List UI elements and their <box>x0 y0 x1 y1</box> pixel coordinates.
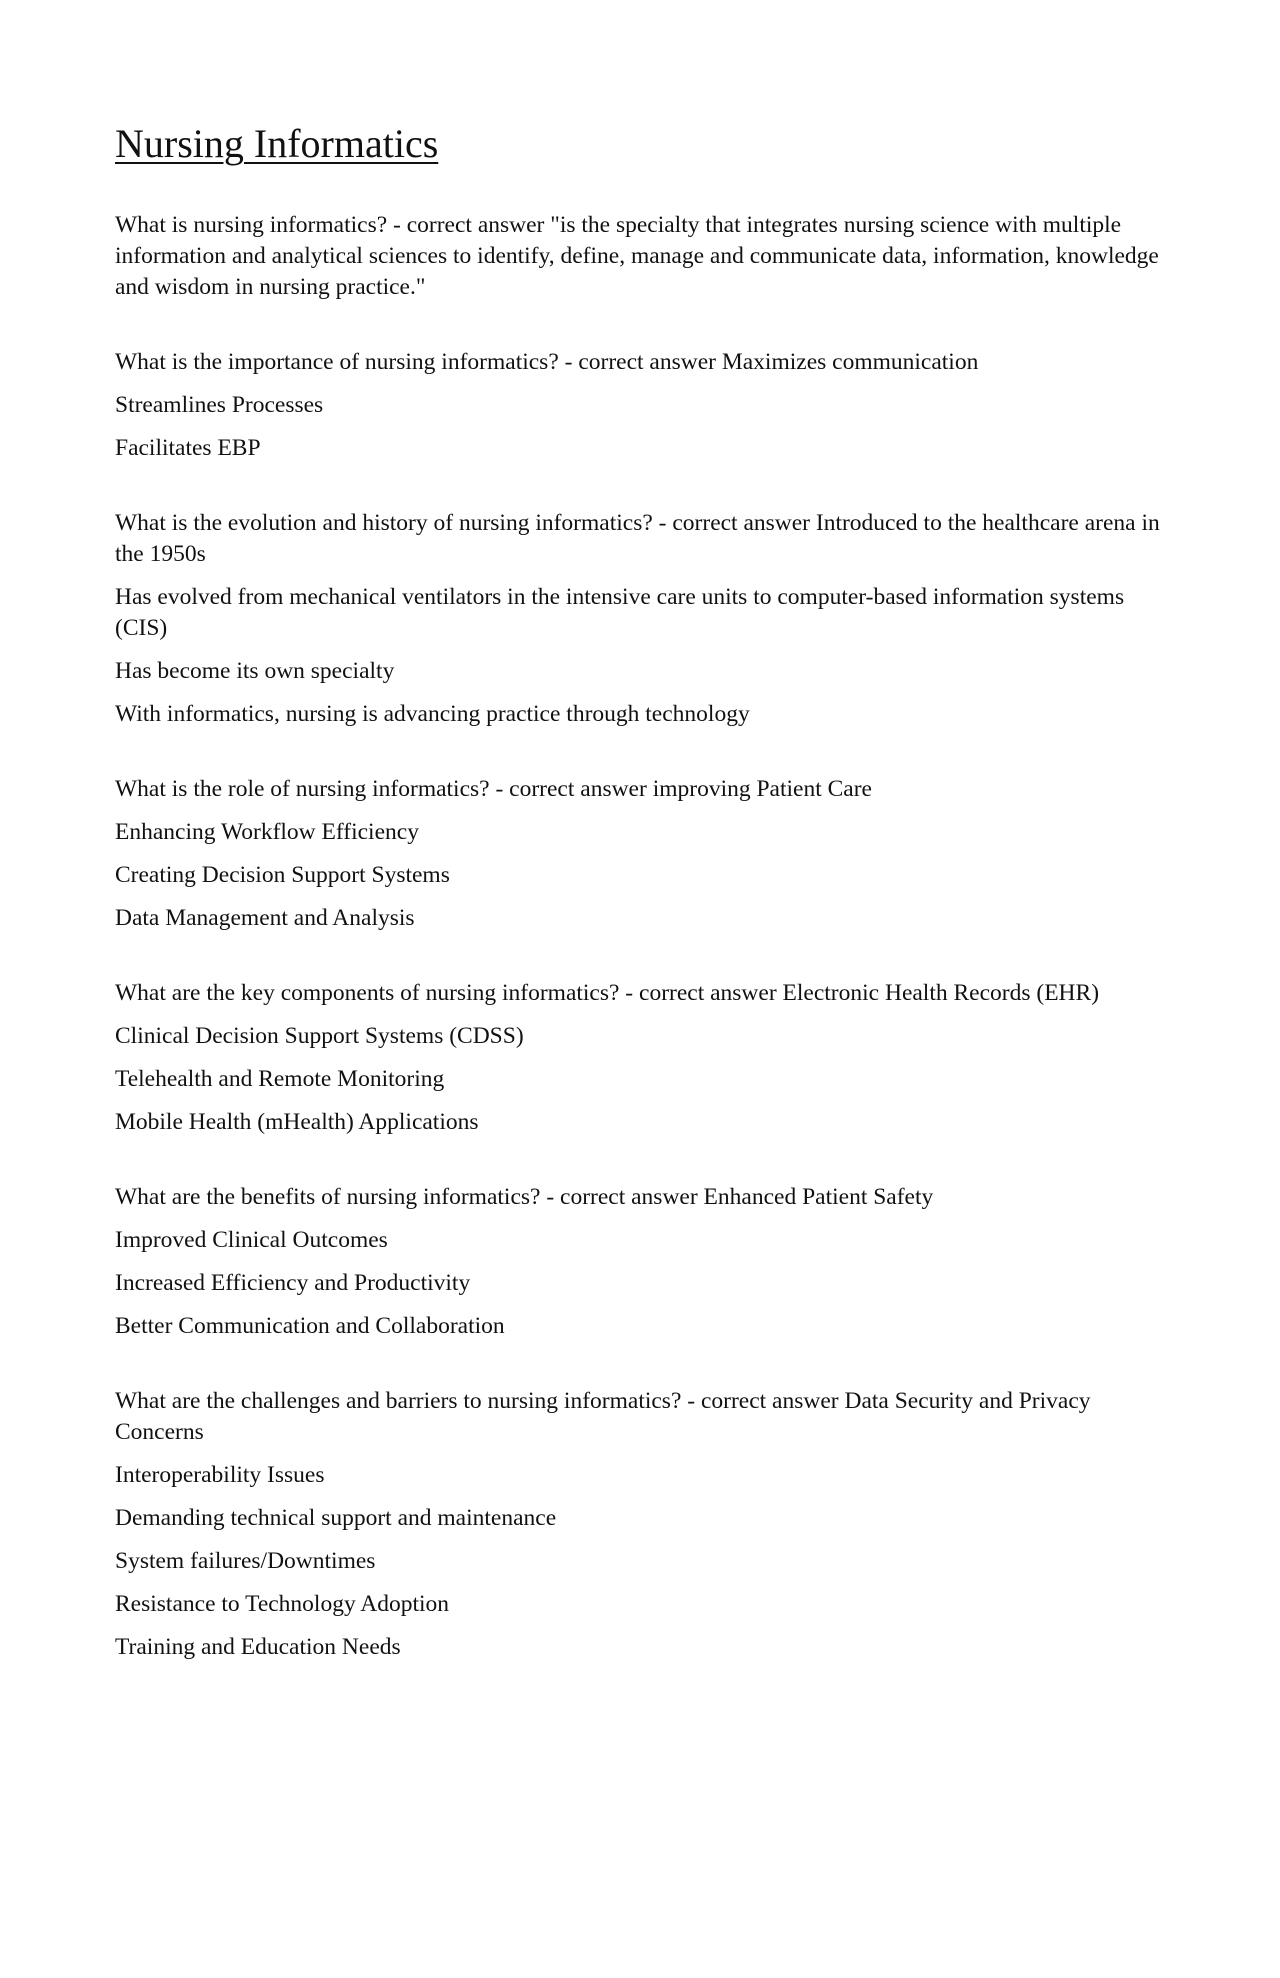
qa-block <box>115 978 1165 1138</box>
qa-answer-line: System failures/Downtimes <box>115 1548 376 1574</box>
qa-answer-line: Increased Efficiency and Productivity <box>115 1270 471 1296</box>
qa-answer-line: Has become its own specialty <box>115 658 395 684</box>
qa-answer-line: Streamlines Processes <box>115 392 324 418</box>
qa-answer-line: Enhancing Workflow Efficiency <box>115 819 419 845</box>
qa-answer-line: Has evolved from mechanical ventilators in the intensive care units to computer-based information systems (CIS) <box>115 584 1125 641</box>
qa-answer-line: Clinical Decision Support Systems (CDSS) <box>115 1023 524 1049</box>
qa-answer-line: With informatics, nursing is advancing practice through technology <box>115 701 750 727</box>
qa-list <box>115 210 1165 1663</box>
qa-question-line: What are the key components of nursing informatics? - correct answer Electronic Health Records (EHR) <box>115 980 1100 1006</box>
qa-block <box>115 1182 1165 1342</box>
qa-answer-line: Creating Decision Support Systems <box>115 862 450 888</box>
qa-question-line: What is the importance of nursing informatics? - correct answer Maximizes communication <box>115 349 979 375</box>
qa-question-line: What are the challenges and barriers to nursing informatics? - correct answer Data Security and Privacy Concerns <box>115 1388 1091 1445</box>
qa-answer-line: Facilitates EBP <box>115 435 261 461</box>
qa-question-line: What are the benefits of nursing informatics? - correct answer Enhanced Patient Safety <box>115 1184 934 1210</box>
qa-block <box>115 774 1165 934</box>
qa-answer-line: Better Communication and Collaboration <box>115 1313 505 1339</box>
qa-question-line: What is nursing informatics? - correct answer "is the specialty that integrates nursing science with multiple information and analytical sciences to identify, define, manage and communicate data, information, knowledge and wisdom in nursing practice." <box>115 212 1159 300</box>
qa-block <box>115 210 1165 303</box>
qa-block <box>115 347 1165 464</box>
qa-answer-line: Mobile Health (mHealth) Applications <box>115 1109 479 1135</box>
qa-question-line: What is the evolution and history of nursing informatics? - correct answer Introduced to the healthcare arena in the 1950s <box>115 510 1160 567</box>
page-title: Nursing Informatics <box>115 121 439 166</box>
qa-answer-line: Telehealth and Remote Monitoring <box>115 1066 445 1092</box>
qa-answer-line: Improved Clinical Outcomes <box>115 1227 388 1253</box>
document-page <box>115 120 1165 1707</box>
qa-answer-line: Demanding technical support and maintenance <box>115 1505 557 1531</box>
qa-answer-line: Data Management and Analysis <box>115 905 415 931</box>
qa-question-line: What is the role of nursing informatics? - correct answer improving Patient Care <box>115 776 872 802</box>
qa-block <box>115 508 1165 730</box>
qa-answer-line: Resistance to Technology Adoption <box>115 1591 450 1617</box>
qa-answer-line: Training and Education Needs <box>115 1634 401 1660</box>
qa-block <box>115 1386 1165 1663</box>
qa-answer-line: Interoperability Issues <box>115 1462 325 1488</box>
